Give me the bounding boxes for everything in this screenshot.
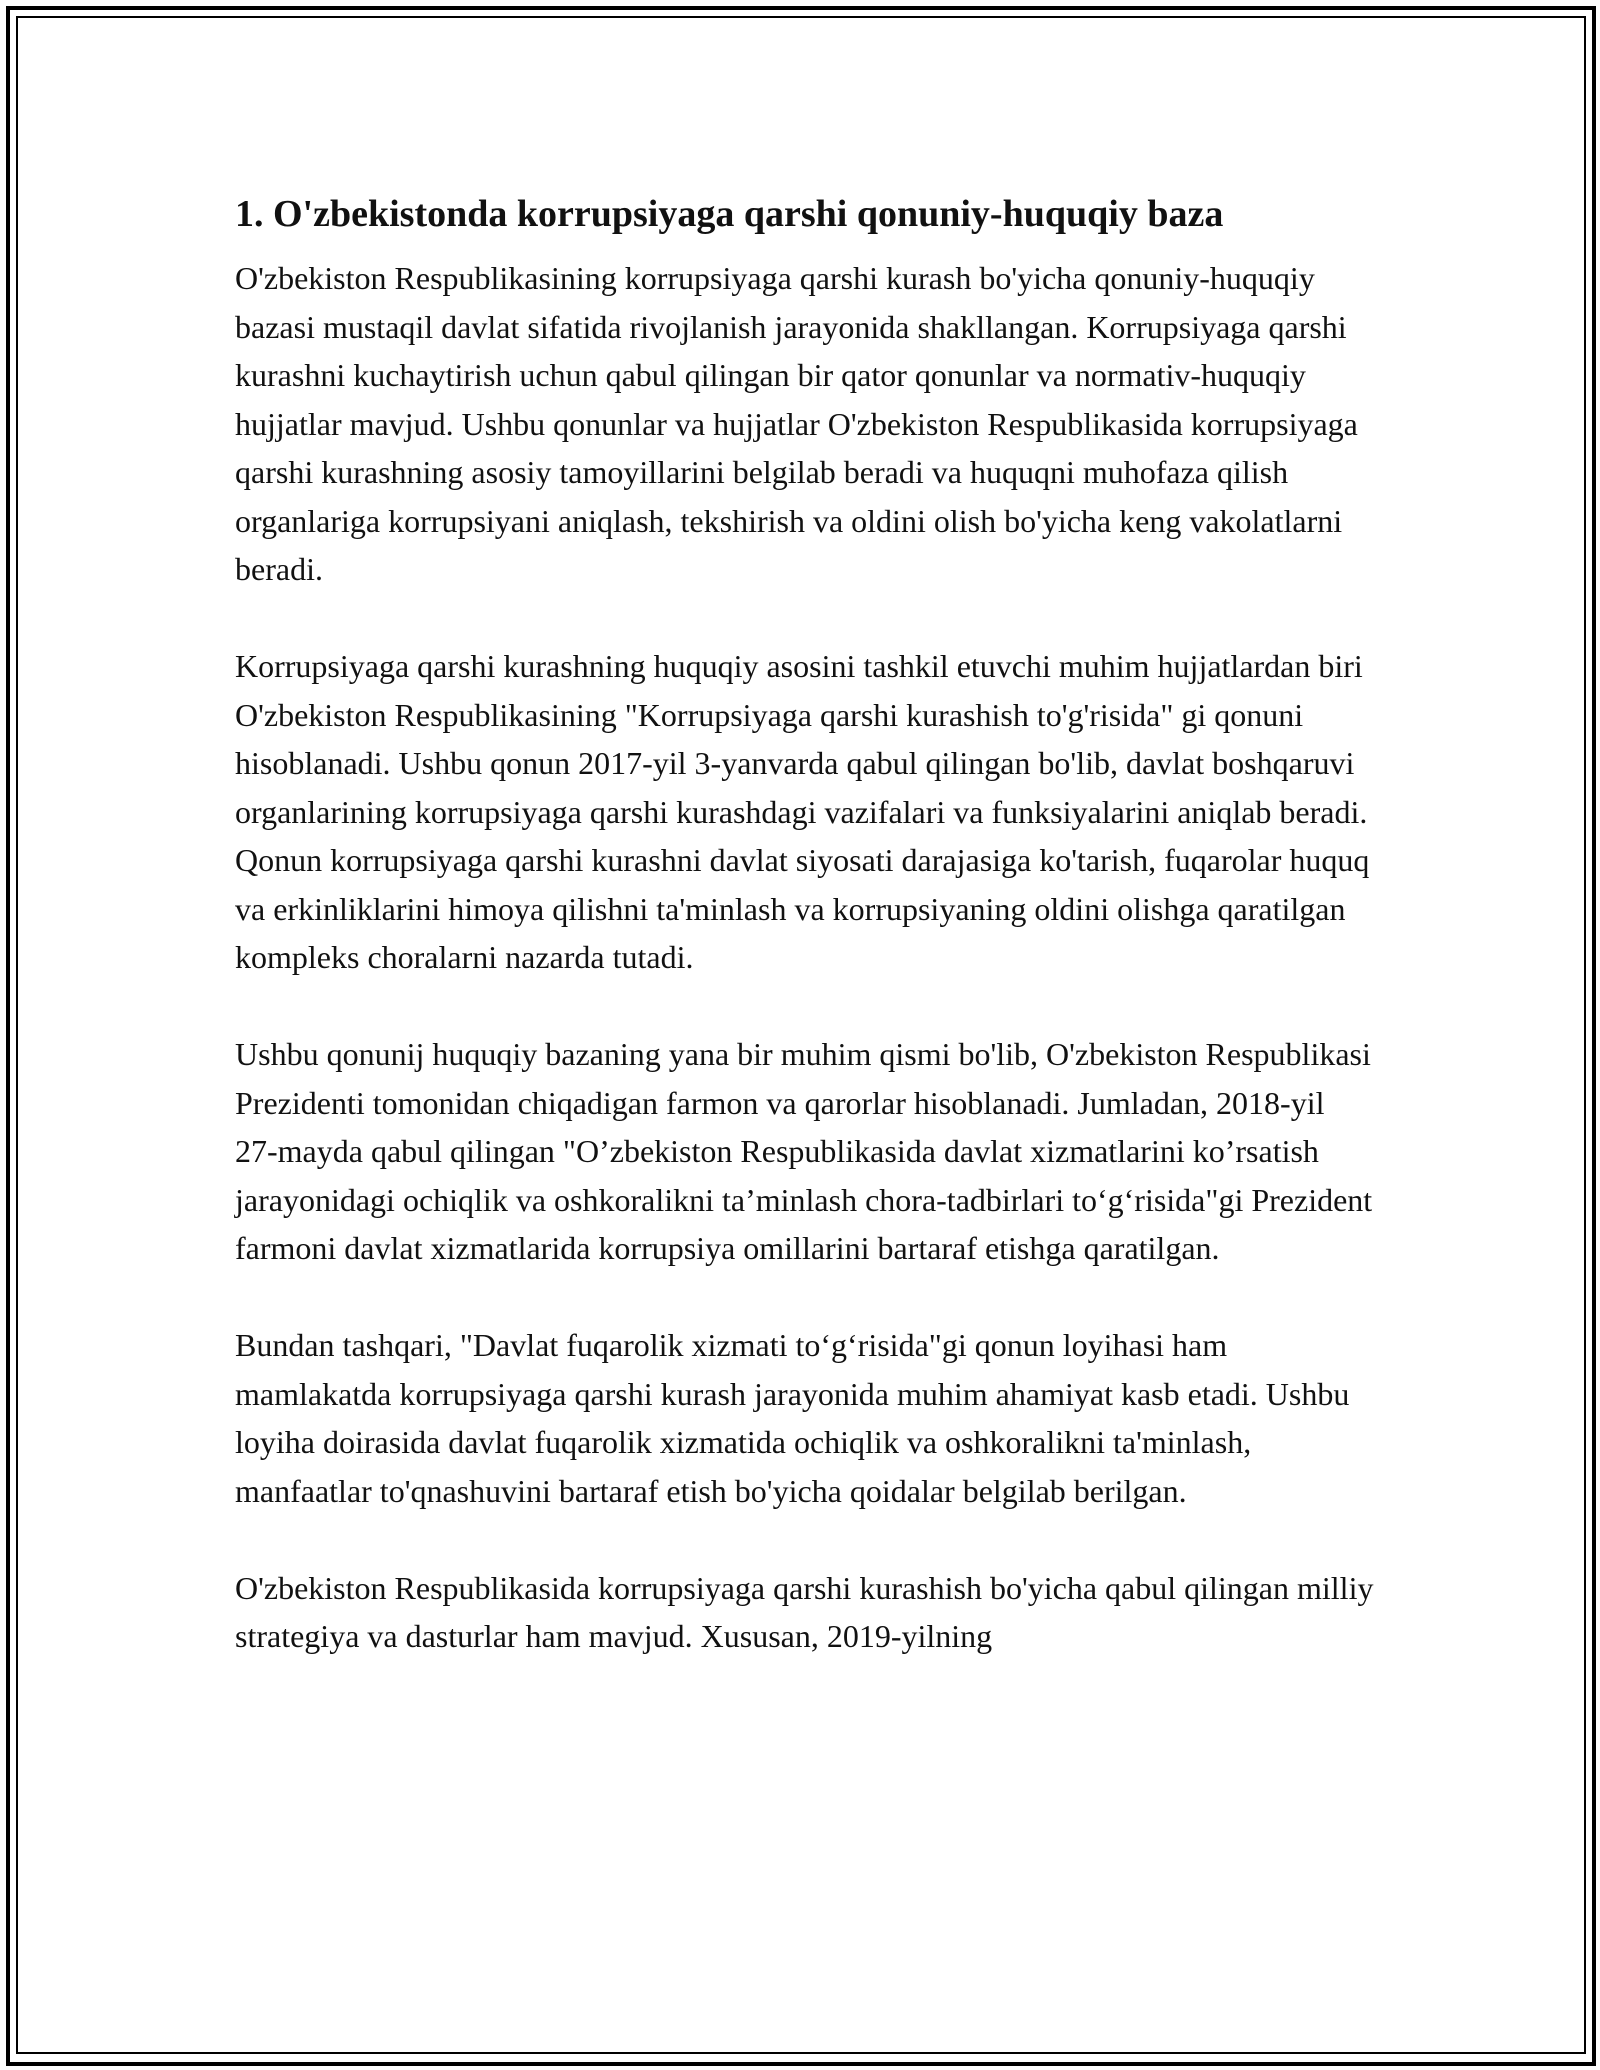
document-body (235, 188, 1375, 1709)
paragraph-civil-service-law: Bundan tashqari, "Davlat fuqarolik xizmati to‘g‘risida"gi qonun loyihasi ham mamlakatda korrupsiyaga qarshi kurash jarayonida muhim ahamiyat kasb etadi. Ushbu loyiha doirasida davlat fuqarolik xizmatida ochiqlik va oshkoralikni ta'minlash, manfaatlar to'qnashuvini bartaraf etish bo'yicha qoidalar belgilab berilgan. (235, 1327, 1350, 1509)
paragraph-anti-corruption-law: Korrupsiyaga qarshi kurashning huquqiy asosini tashkil etuvchi muhim hujjatlardan biri O'zbekiston Respublikasining "Korrupsiyaga qarshi kurashish to'g'risida" gi qonuni hisoblanadi. Ushbu qonun 2017-yil 3-yanvarda qabul qilingan bo'lib, davlat boshqaruvi organlarining korrupsiyaga qarshi kurashdagi vazifalari va funksiyalarini aniqlab beradi. Qonun korrupsiyaga qarshi kurashni davlat siyosati darajasiga ko'tarish, fuqarolar huquq va erkinliklarini himoya qilishni ta'minlash va korrupsiyaning oldini olishga qaratilgan kompleks choralarni nazarda tutadi. (235, 648, 1370, 975)
paragraph-presidential-decrees: Ushbu qonunij huquqiy bazaning yana bir muhim qismi bo'lib, O'zbekiston Respublikasi Prezidenti tomonidan chiqadigan farmon va qarorlar hisoblanadi. Jumladan, 2018-yil 27-mayda qabul qilingan "O’zbekiston Respublikasida davlat xizmatlarini ko’rsatish jarayonidagi ochiqlik va oshkoralikni ta’minlash chora-tadbirlari to‘g‘risida"gi Prezident farmoni davlat xizmatlarida korrupsiya omillarini bartaraf etishga qaratilgan. (235, 1036, 1373, 1266)
section-heading: 1. O'zbekistonda korrupsiyaga qarshi qonuniy-huquqiy baza (235, 193, 1224, 235)
paragraph-legal-base-intro: O'zbekiston Respublikasining korrupsiyaga qarshi kurash bo'yicha qonuniy-huquqiy bazasi mustaqil davlat sifatida rivojlanish jarayonida shakllangan. Korrupsiyaga qarshi kurashni kuchaytirish uchun qabul qilingan bir qator qonunlar va normativ-huquqiy hujjatlar mavjud. Ushbu qonunlar va hujjatlar O'zbekiston Respublikasida korrupsiyaga qarshi kurashning asosiy tamoyillarini belgilab beradi va huquqni muhofaza qilish organlariga korrupsiyani aniqlash, tekshirish va oldini olish bo'yicha keng vakolatlarni beradi. (235, 260, 1358, 587)
paragraph-national-strategy: O'zbekiston Respublikasida korrupsiyaga qarshi kurashish bo'yicha qabul qilingan milliy strategiya va dasturlar ham mavjud. Xususan, 2019-yilning (235, 1569, 1374, 1654)
